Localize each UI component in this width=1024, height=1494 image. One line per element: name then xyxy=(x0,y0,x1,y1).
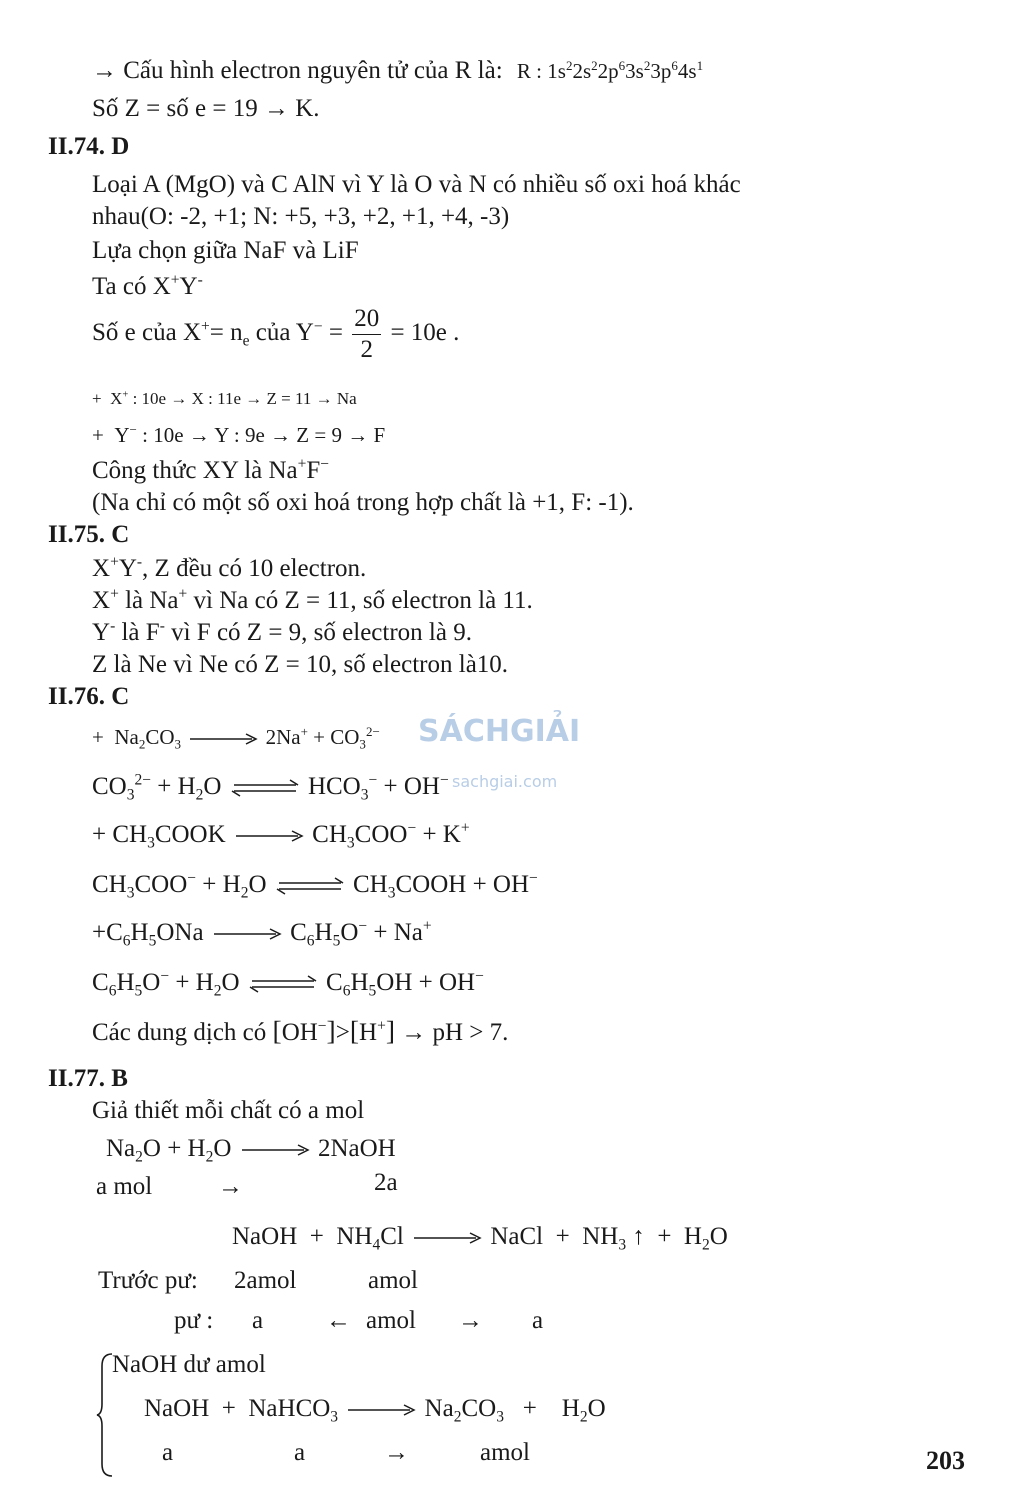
mole-amount: a mol xyxy=(96,1173,153,1200)
right-arrow-icon: → xyxy=(384,1439,409,1466)
z-number-line: Số Z = số e = 19 → K. xyxy=(92,95,320,122)
ph-conclusion: Các dung dịch có [OH−]>[H+] → pH > 7. xyxy=(92,1015,509,1046)
equation-line: + Y− : 10e → Y : 9e → Z = 9 → F xyxy=(92,422,386,447)
reaction-equation: $C_6H_5O^- + H_2O$ $C_6H_5OH + OH^-$ xyxy=(92,967,484,1000)
paragraph-line: nhau(O: -2, +1; N: +5, +3, +2, +1, +4, -3) xyxy=(92,203,510,230)
reaction-arrow-icon xyxy=(234,825,304,847)
mole-amount: a xyxy=(162,1439,174,1466)
paragraph-line: Lựa chọn giữa NaF và LiF xyxy=(92,237,359,264)
paragraph-line: Z là Ne vì Ne có Z = 10, số electron là10. xyxy=(92,651,509,678)
mole-amount: a xyxy=(294,1439,306,1466)
reaction-arrow-icon xyxy=(188,728,258,750)
question-heading-74: II.74. D xyxy=(48,133,130,160)
paragraph-line: X+Y-, Z đều có 10 electron. xyxy=(92,553,367,582)
question-heading-76: II.76. C xyxy=(48,683,130,710)
mole-amount: a xyxy=(252,1307,264,1334)
reaction-equation: $CH_3COO^- + H_2O$ $CH_3COOH + OH^-$ xyxy=(92,869,538,902)
right-arrow-icon: → xyxy=(218,1173,243,1200)
equilibrium-arrow-icon xyxy=(230,777,300,799)
excess-label: NaOH dư amol xyxy=(112,1351,266,1378)
electron-count-equation: Số e của $X^+= n_e$ của Y− = $\frac{20}{2}$ = 10e . xyxy=(92,305,460,363)
question-heading-77: II.77. B xyxy=(48,1065,128,1092)
reaction-arrow-icon xyxy=(240,1139,310,1161)
reaction-label: pư : xyxy=(174,1307,214,1334)
reaction-arrow-icon xyxy=(346,1399,416,1421)
mole-amount: a xyxy=(532,1307,544,1334)
mole-amount: amol xyxy=(368,1267,418,1294)
reaction-equation: + $Na_2CO_3$ $2Na^+ + CO_3^{2-}$ xyxy=(92,724,380,752)
reaction-equation: + $CH_3COOK$ $CH_3COO^- + K^+$ xyxy=(92,819,470,852)
mole-amount: 2a xyxy=(374,1169,398,1196)
paragraph-line: X+ là Na+ vì Na có Z = 11, số electron là 11. xyxy=(92,585,533,614)
paragraph-line: Giả thiết mỗi chất có a mol xyxy=(92,1097,365,1124)
electron-config-line: → Cấu hình electron nguyên tử của R là: R : $1s^22s^22p^63s^23p^64s^1$ xyxy=(92,57,704,84)
right-arrow-icon: → xyxy=(92,57,124,84)
equation-line: + X+ : 10e → X : 11e → Z = 11 → Na xyxy=(92,389,357,408)
paragraph-line: Loại A (MgO) và C AlN vì Y là O và N có nhiều số oxi hoá khác xyxy=(92,171,741,198)
page-number: 203 xyxy=(926,1446,965,1475)
paragraph-line: Y- là F- vì F có Z = 9, số electron là 9. xyxy=(92,617,472,646)
left-arrow-icon: ← xyxy=(326,1307,351,1334)
paragraph-line: Ta có X+Y- xyxy=(92,271,203,300)
equilibrium-arrow-icon xyxy=(275,875,345,897)
mole-amount: 2amol xyxy=(234,1267,297,1294)
reaction-equation: $Na_2O + H_2O$ 2NaOH xyxy=(106,1135,396,1166)
watermark-logo: SÁCHGIẢI xyxy=(418,714,581,749)
electron-config-formula: R : $1s^22s^22p^63s^23p^64s^1$ xyxy=(516,58,704,83)
reaction-equation: $+C_6H_5ONa$ $C_6H_5O^- + Na^+$ xyxy=(92,917,432,950)
reaction-arrow-icon xyxy=(412,1227,482,1249)
fraction: $\frac{20}{2}$ xyxy=(354,305,380,363)
reaction-equation: NaOH + NaHCO$_3$ $Na_2CO_3$ + $H_2O$ xyxy=(144,1395,606,1426)
before-reaction-label: Trước pư: xyxy=(98,1267,198,1294)
reaction-equation: NaOH + $NH_4Cl$ NaCl + $NH_3$ ↑ + $H_2O$ xyxy=(232,1223,728,1254)
watermark-url: sachgiai.com xyxy=(452,772,558,791)
question-heading-75: II.75. C xyxy=(48,521,130,548)
reaction-equation: $CO_3^{2-} + H_2O$ $HCO_3^- + OH^-$ xyxy=(92,771,449,804)
reaction-arrow-icon xyxy=(212,923,282,945)
mole-amount: amol xyxy=(480,1439,530,1466)
mole-amount: amol xyxy=(366,1307,416,1334)
paragraph-line: (Na chỉ có một số oxi hoá trong hợp chất là +1, F: -1). xyxy=(92,489,634,516)
paragraph-line: Công thức XY là Na+F− xyxy=(92,455,330,484)
equilibrium-arrow-icon xyxy=(248,973,318,995)
right-arrow-icon: → xyxy=(458,1307,483,1334)
